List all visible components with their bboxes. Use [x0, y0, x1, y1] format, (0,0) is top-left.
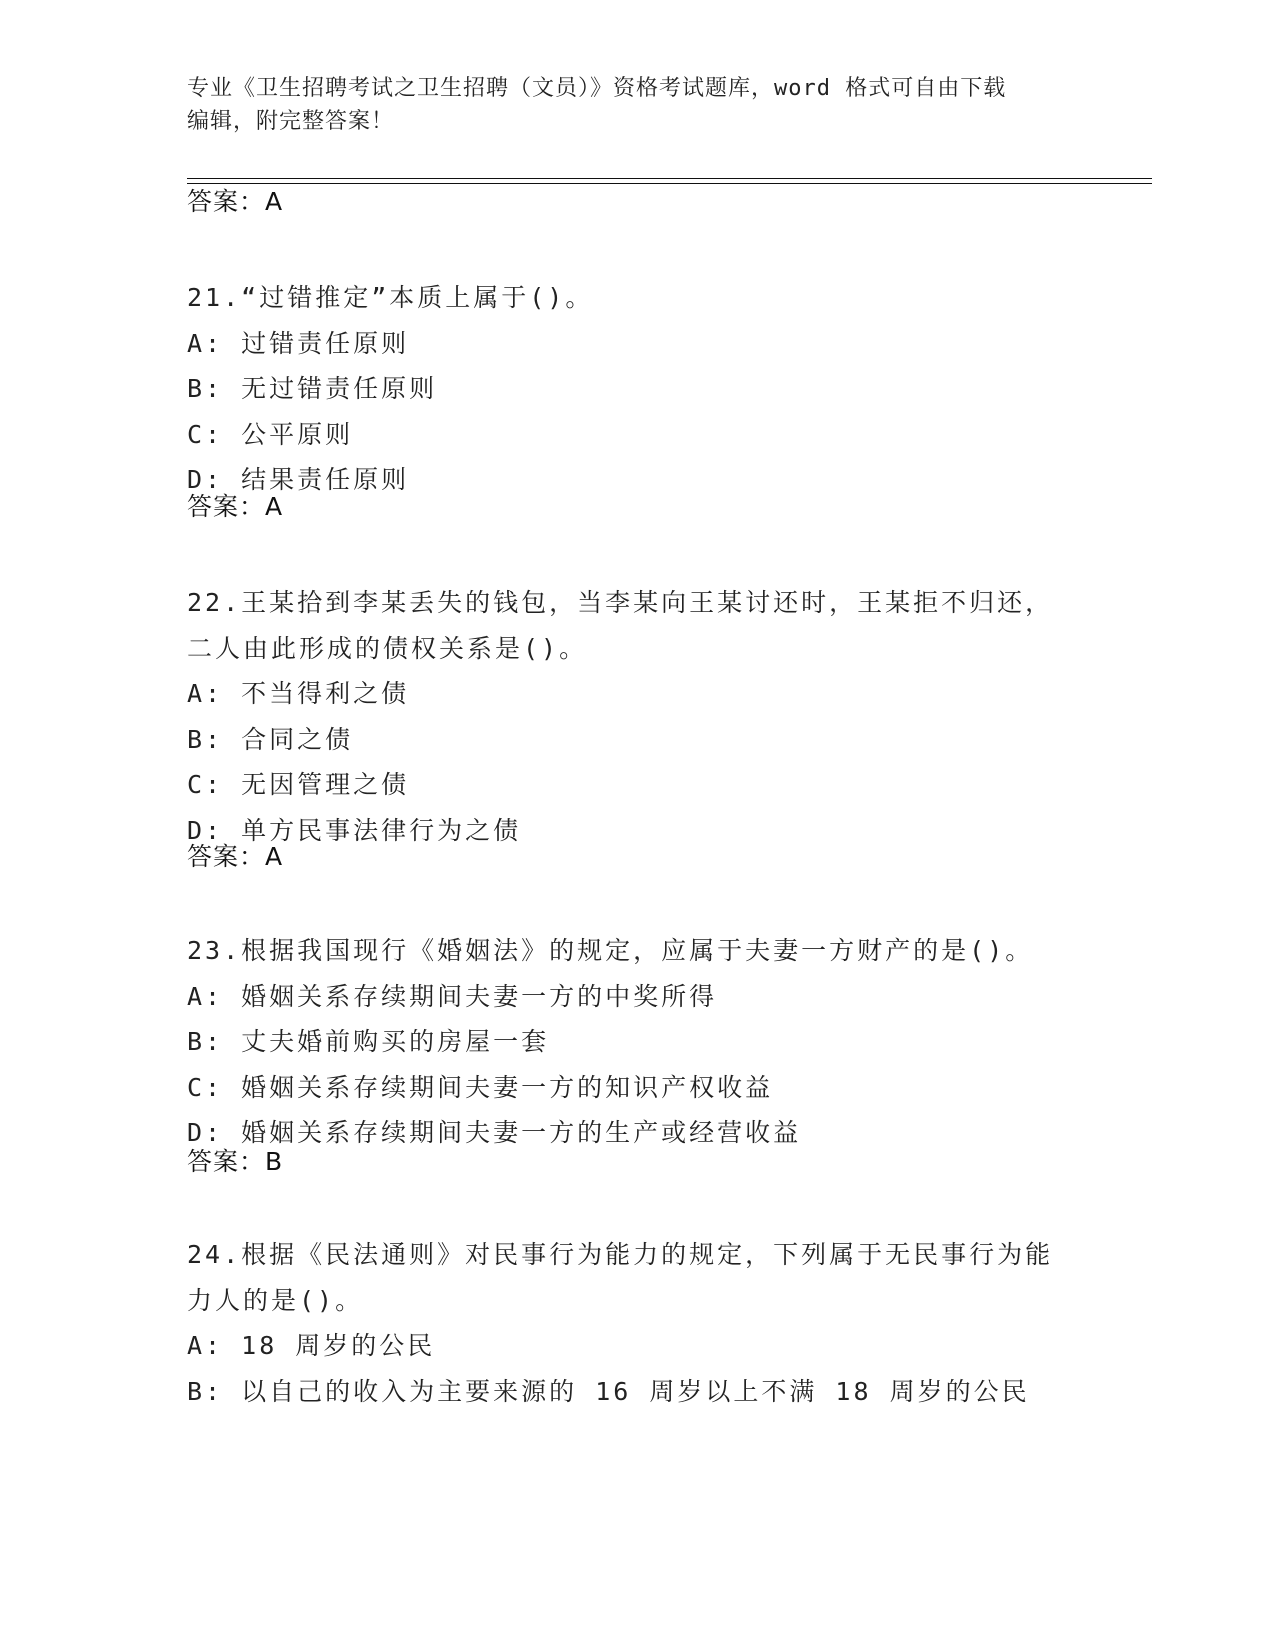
question-stem-line-2: 二人由此形成的债权关系是()。 [187, 633, 588, 663]
answer-22: 答案：A [187, 842, 284, 871]
question-21 [187, 275, 1087, 503]
option-a: A: 18 周岁的公民 [187, 1331, 436, 1360]
option-b: B: 无过错责任原则 [187, 374, 438, 403]
option-a: A: 过错责任原则 [187, 328, 410, 358]
question-22 [187, 580, 1087, 853]
answer-21: 答案：A [187, 492, 284, 521]
option-a: A: 婚姻关系存续期间夫妻一方的中奖所得 [187, 981, 718, 1011]
header-line-1: 专业《卫生招聘考试之卫生招聘（文员）》资格考试题库，word 格式可自由下载 [187, 76, 1007, 101]
question-stem-line-1: 22.王某拾到李某丢失的钱包，当李某向王某讨还时，王某拒不归还， [187, 588, 1054, 617]
question-stem: 23.根据我国现行《婚姻法》的规定，应属于夫妻一方财产的是()。 [187, 936, 1034, 965]
question-23 [187, 928, 1087, 1156]
option-c: C: 无因管理之债 [187, 770, 410, 799]
option-d: D: 婚姻关系存续期间夫妻一方的生产或经营收益 [187, 1118, 802, 1147]
option-b: B: 以自己的收入为主要来源的 16 周岁以上不满 18 周岁的公民 [187, 1376, 1030, 1406]
header-divider-top [187, 178, 1152, 179]
option-b: B: 丈夫婚前购买的房屋一套 [187, 1027, 550, 1056]
header-line-2: 编辑，附完整答案！ [187, 109, 395, 134]
header-divider-bottom [187, 183, 1152, 184]
option-d: D: 结果责任原则 [187, 465, 410, 494]
question-24 [187, 1232, 1087, 1414]
answer-23: 答案：B [187, 1147, 284, 1176]
option-c: C: 公平原则 [187, 419, 354, 449]
document-header [187, 72, 1067, 138]
option-d: D: 单方民事法律行为之债 [187, 815, 522, 845]
option-c: C: 婚姻关系存续期间夫妻一方的知识产权收益 [187, 1072, 774, 1102]
answer-20: 答案：A [187, 187, 284, 216]
option-a: A: 不当得利之债 [187, 679, 410, 708]
option-b: B: 合同之债 [187, 724, 354, 754]
question-stem-line-1: 24.根据《民法通则》对民事行为能力的规定，下列属于无民事行为能 [187, 1240, 1054, 1269]
question-stem-line-2: 力人的是()。 [187, 1285, 364, 1315]
question-stem: 21.“过错推定”本质上属于()。 [187, 283, 594, 312]
